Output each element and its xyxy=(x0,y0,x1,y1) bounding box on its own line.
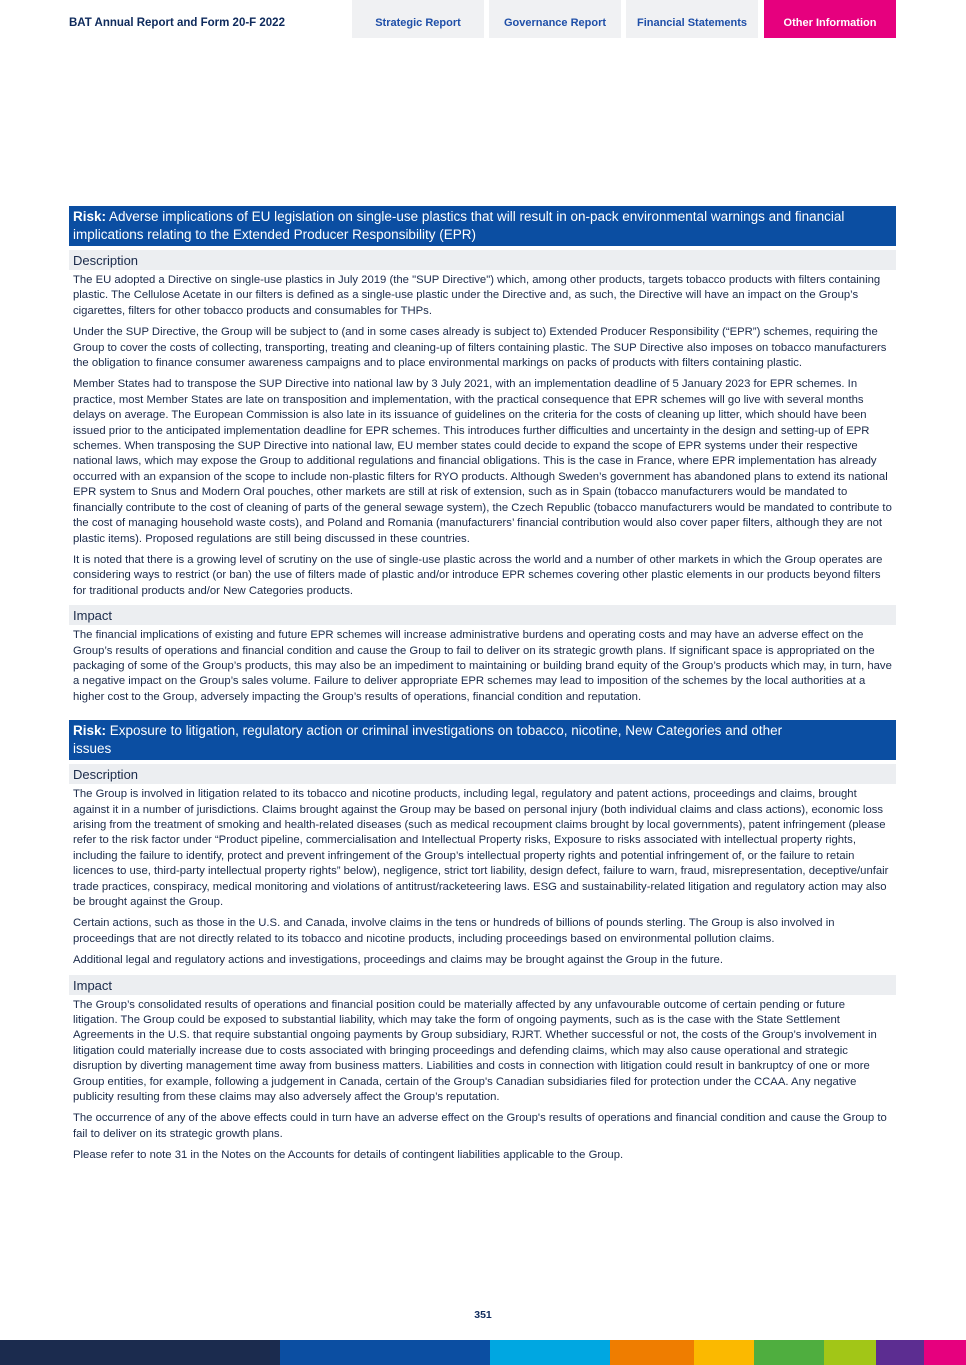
paragraph: The EU adopted a Directive on single-use plastics in July 2019 (the "SUP Directive") which, among other products, targets tobacco products with filters containing plastic. The Cellulose Acetate in our filters is defined as a single-use plastic under the Directive and, as such, the Directive will have an impact on the Group’s cigarettes, filters for other tobacco products and consumables for THPs. xyxy=(73,274,881,317)
risk-label: Risk: xyxy=(73,723,107,739)
footer-segment xyxy=(610,1340,694,1365)
risk-header xyxy=(69,720,896,760)
footer-segment xyxy=(280,1340,490,1365)
footer-segment xyxy=(876,1340,924,1365)
risk-title: Adverse implications of EU legislation on single-use plastics that will result in on-pack environmental warnings and financial implications relating to the Extended Producer Responsibility (EPR) xyxy=(73,209,845,242)
risk-label: Risk: xyxy=(73,209,107,224)
paragraph: The Group’s consolidated results of operations and financial position could be materially affected by any unfavourable outcome of certain pending or future litigation. The Group could be exposed to substantial liability, which may take the form of ongoing payments, such as is the case with the State Settlement Agreements in the U.S. that require substantial ongoing payments by Group subsidiary, RJRT. Whether successful or not, the costs of the Group’s involvement in litigation could materially increase due to costs associated with bringing proceedings and defending claims, which may also cause operational and strategic disruption by diverting management time away from business matters. Liabilities and costs in connection with litigation could result in bankruptcy of one or more Group entities, for example, following a judgement in Canada, certain of the Group's Canadian subsidiaries filed for protection under the CCAA. Any negative publicity resulting from these claims may also adversely affect the Group’s reputation. xyxy=(73,998,877,1104)
tab-other-information[interactable]: Other Information xyxy=(764,0,896,38)
paragraph: The occurrence of any of the above effects could in turn have an adverse effect on the Group's results of operations and financial condition and cause the Group to fail to deliver on its strategic growth plans. xyxy=(73,1112,887,1140)
paragraph: Certain actions, such as those in the U.S. and Canada, involve claims in the tens or hundreds of billions of pounds sterling. The Group is also involved in proceedings that are not directly related to its tobacco and nicotine products, including proceedings based on environmental pollution claims. xyxy=(73,917,835,945)
description-heading: Description xyxy=(69,764,896,784)
footer-segment xyxy=(694,1340,754,1365)
paragraph: Under the SUP Directive, the Group will be subject to (and in some cases already is subject to) Extended Producer Responsibility (“EPR”) schemes, requiring the Group to cover the costs of collecting, transporting, treating and cleaning-up of filters containing plastic. The SUP Directive also imposes on tobacco manufacturers the obligation to finance consumer awareness campaigns and to place environmental markings on packs of products with filters containing plastic. xyxy=(73,326,887,370)
footer-color-bar xyxy=(0,1340,966,1365)
risk-header xyxy=(69,206,896,246)
tab-financial-statements[interactable]: Financial Statements xyxy=(626,0,758,38)
page-number: 351 xyxy=(474,1309,492,1321)
paragraph: Please refer to note 31 in the Notes on the Accounts for details of contingent liabilities applicable to the Group. xyxy=(73,1149,624,1162)
footer-segment xyxy=(0,1340,280,1365)
footer-segment xyxy=(754,1340,824,1365)
risk-title: Exposure to litigation, regulatory action or criminal investigations on tobacco, nicotine, New Categories and other issues xyxy=(73,723,783,757)
footer-segment xyxy=(924,1340,966,1365)
tab-strategic-report[interactable]: Strategic Report xyxy=(352,0,484,38)
paragraph: It is noted that there is a growing level of scrutiny on the use of single-use plastic across the world and a number of other markets in which the Group operates are considering ways to restrict (or ban) the use of filters made of plastic and/or introduce EPR schemes covering other plastic elements in our products beyond filters for traditional products and/or New Categories products. xyxy=(73,553,883,597)
paragraph: Additional legal and regulatory actions and investigations, proceedings and claims may be brought against the Group in the future. xyxy=(73,954,723,967)
footer-segment xyxy=(490,1340,610,1365)
report-title: BAT Annual Report and Form 20-F 2022 xyxy=(69,17,285,29)
paragraph: The Group is involved in litigation related to its tobacco and nicotine products, including legal, regulatory and patent actions, proceedings and claims, brought against it in a number of jurisdictions. Claims brought against the Group may be based on personal injury (both individual claims and class actions), economic loss arising from the treatment of smoking and health-related diseases (such as medical recoupment claims brought by local governments), patent infringement (please refer to the risk factor under “Product pipeline, commercialisation and Intellectual Property risks, Exposure to risks associated with intellectual property rights, including the failure to identify, protect and prevent infringement of the Group’s intellectual property rights and potential infringement of, or the failure to retain licences to use, third-party intellectual property rights” below), negligence, strict tort liability, design defect, failure to warn, fraud, misrepresentation, deceptive/unfair trade practices, conspiracy, medical monitoring and violations of antitrust/racketeering laws. ESG and sustainability-related litigation and regulatory action may also be brought against the Group. xyxy=(73,788,889,908)
paragraph: The financial implications of existing and future EPR schemes will increase administrative burdens and operating costs and may have an adverse effect on the Group’s results of operations and financial condition and cause the Group to fail to deliver on its strategic growth plans. If significant space is appropriated on the packaging of some of the Group’s products, this may also be an impediment to maintaining or building brand equity of the Group’s products which may, in turn, have a negative impact on the Group’s sales volume. Failure to deliver appropriate EPR schemes may lead to imposition of the schemes by the local authorities at a higher cost to the Group, adversely impacting the Group’s results of operations, financial condition and reputation. xyxy=(73,629,892,703)
description-heading: Description xyxy=(69,250,896,270)
paragraph: Member States had to transpose the SUP Directive into national law by 3 July 2021, with an implementation deadline of 5 January 2023 for EPR schemes. In practice, most Member States are late on transposition and implementation, with the practical consequence that EPR schemes will go live with several months delays on average. The European Commission is also late in its issuance of guidelines on the criteria for the costs of cleaning up litter, which should have been issued prior to the anticipated implementation deadline for EPR schemes. This introduces further difficulties and uncertainty in the design and setting-up of EPR schemes. When transposing the SUP Directive into national law, EU member states could decide to expand the scope of EPR systems under their respective national laws, which may expose the Group to additional regulations and financial obligations. This is the case in France, where EPR implementation has already occurred with an expansion of the scope to include non-plastic filters for RYO products. Although Sweden’s government has abandoned plans to extend its national EPR system to Snus and Modern Oral pouches, other markets are still at risk of extension, such as in Spain (tobacco manufacturers would be mandated to financially contribute to the cost of cleaning of parts of the general sewage system), the Czech Republic (tobacco manufacturers would be mandated to contribute to the cost of managing household waste costs), and Poland and Romania (manufacturers’ financial contribution would also cover paper filters, although they are not plastic items). Proposed regulations are still being discussed in these countries. xyxy=(73,378,892,545)
risk-content xyxy=(69,206,896,1170)
tab-governance-report[interactable]: Governance Report xyxy=(489,0,621,38)
footer-segment xyxy=(824,1340,876,1365)
top-navigation xyxy=(0,0,966,38)
impact-heading: Impact xyxy=(69,605,896,625)
impact-heading: Impact xyxy=(69,975,896,995)
